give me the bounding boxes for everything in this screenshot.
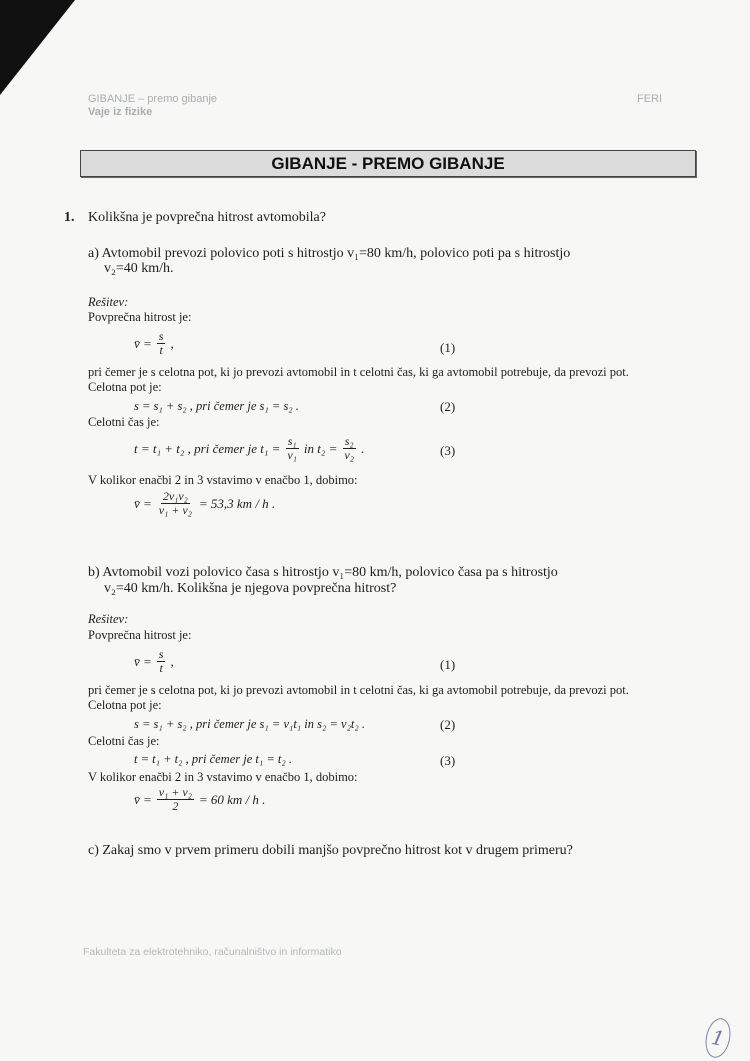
equation-number: (2) (440, 717, 456, 732)
solution-label-a: Rešitev: (88, 295, 129, 309)
equation-a4 (134, 490, 275, 517)
eq-tail: , (170, 335, 174, 351)
fraction (157, 330, 166, 357)
path-intro-b: Celotna pot je: (88, 698, 162, 712)
path-intro-a: Celotna pot je: (88, 380, 162, 394)
handwritten-page-mark (702, 1016, 734, 1060)
time-intro-b: Celotni čas je: (88, 734, 160, 748)
scan-corner (0, 0, 75, 95)
eq-lhs: v̄ = (134, 791, 152, 807)
problem-number: 1. (64, 210, 75, 225)
numerator: s (158, 647, 164, 661)
eq-tail: , (170, 653, 174, 669)
equation-a1 (134, 330, 174, 357)
equation-number: (2) (440, 399, 456, 414)
part-a-line2: v₂=40 km/h. (104, 261, 174, 276)
equation-b2: s = s₁ + s₂ , pri čemer je s₁ = v₁t₁ in s₂ = v₂t₂ . (134, 717, 365, 731)
fraction (157, 648, 166, 675)
numerator: 2v₁v₂ (162, 489, 188, 503)
fraction (342, 435, 356, 462)
eq-pre: t = t₁ + t₂ , pri čemer je t₁ = (134, 440, 281, 456)
eq-lhs: v̄ = (134, 495, 152, 511)
explain-a: pri čemer je s celotna pot, ki jo prevozi avtomobil in t celotni čas, ki ga avtomobil potrebuje, da prevozi pot. (88, 365, 629, 379)
avg-intro-a: Povprečna hitrost je: (88, 310, 192, 324)
fraction (157, 786, 194, 813)
equation-b4 (134, 786, 265, 813)
time-intro-a: Celotni čas je: (88, 415, 160, 429)
equation-number: (1) (440, 340, 456, 355)
eq-lhs: v̄ = (134, 335, 152, 351)
numerator: s₁ (287, 434, 297, 448)
header-topic: GIBANJE – premo gibanje (88, 93, 218, 105)
part-b-line1: b) Avtomobil vozi polovico časa s hitrostjo v₁=80 km/h, polovico časa pa s hitrostjo (88, 565, 558, 580)
combine-a: V kolikor enačbi 2 in 3 vstavimo v enačbo 1, dobimo: (88, 473, 358, 487)
header-org: FERI (637, 93, 663, 105)
numerator: s (158, 329, 164, 343)
combine-b: V kolikor enačbi 2 in 3 vstavimo v enačbo 1, dobimo: (88, 770, 358, 784)
equation-a2: s = s₁ + s₂ , pri čemer je s₁ = s₂ . (134, 399, 299, 413)
denominator: v₁ (287, 448, 297, 462)
numerator: s₂ (344, 434, 354, 448)
denominator: v₁ + v₂ (158, 503, 192, 517)
part-a-line1: a) Avtomobil prevozi polovico poti s hitrostjo v₁=80 km/h, polovico poti pa s hitrostjo (88, 246, 571, 261)
equation-b1 (134, 648, 174, 675)
footer-text: Fakulteta za elektrotehniko, računalništvo in informatiko (83, 946, 342, 958)
denominator: t (159, 343, 163, 357)
denominator: v₂ (344, 448, 354, 462)
eq-result: = 60 km / h . (198, 791, 266, 807)
eq-mid: in t₂ = (303, 440, 338, 456)
fraction (285, 435, 299, 462)
avg-intro-b: Povprečna hitrost je: (88, 628, 192, 642)
denominator: t (159, 661, 163, 675)
equation-number: (1) (440, 657, 456, 672)
eq-tail: . (360, 440, 365, 456)
equation-b3: t = t₁ + t₂ , pri čemer je t₁ = t₂ . (134, 752, 292, 766)
equation-number: (3) (440, 753, 456, 768)
part-c-line1: c) Zakaj smo v prvem primeru dobili manjšo povprečno hitrost kot v drugem primeru? (88, 843, 573, 858)
title-box (80, 150, 696, 177)
part-b-line2: v₂=40 km/h. Kolikšna je njegova povprečna hitrost? (104, 581, 397, 596)
eq-lhs: v̄ = (134, 653, 152, 669)
problem-question: Kolikšna je povprečna hitrost avtomobila? (88, 210, 326, 225)
equation-a3 (134, 435, 364, 462)
denominator: 2 (172, 799, 179, 813)
header-course: Vaje iz fizike (88, 106, 153, 118)
numerator: v₁ + v₂ (158, 785, 192, 799)
eq-result: = 53,3 km / h . (198, 495, 276, 511)
page-title: GIBANJE - PREMO GIBANJE (271, 153, 505, 173)
fraction (157, 490, 194, 517)
solution-label-b: Rešitev: (88, 612, 129, 626)
page-mark-text: 1 (709, 1024, 727, 1052)
equation-number: (3) (440, 443, 456, 458)
explain-b: pri čemer je s celotna pot, ki jo prevozi avtomobil in t celotni čas, ki ga avtomobil potrebuje, da prevozi pot. (88, 683, 629, 697)
